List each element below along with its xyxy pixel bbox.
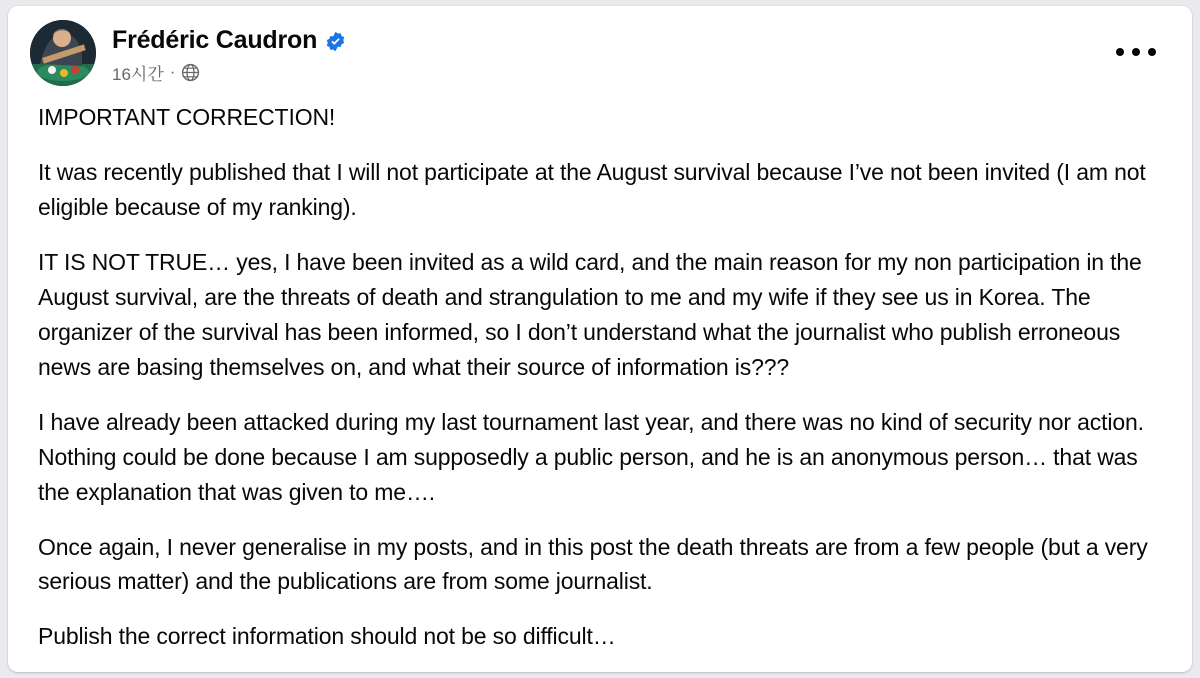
post-card [8, 6, 1192, 672]
dot-icon [1148, 48, 1156, 56]
post-options-button[interactable] [1116, 42, 1156, 62]
post-meta-row [112, 60, 346, 85]
post-timestamp[interactable]: 16시간 [112, 64, 164, 84]
post-paragraph: I have already been attacked during my last tournament last year, and there was no kind of security nor action. Nothing could be done because I am supposedly a public person, and he is an anonymous person… that was the explanation that was given to me…. [38, 408, 1144, 505]
post-body [8, 86, 1192, 654]
globe-icon[interactable] [181, 63, 200, 82]
post-paragraph: Publish the correct information should not be so difficult… [38, 623, 616, 650]
post-header [8, 6, 1192, 86]
verified-badge-icon [325, 31, 346, 52]
meta-separator: · [169, 62, 176, 82]
post-author-block [112, 20, 346, 85]
avatar[interactable] [30, 20, 96, 86]
post-paragraph: IT IS NOT TRUE… yes, I have been invited as a wild card, and the main reason for my non participation in the August survival, are the threats of death and strangulation to me and my wife if they see us in Korea. The organizer of the survival has been informed, so I don’t understand what the journalist who publish erroneous news are basing themselves on, and what their source of information is??? [38, 248, 1142, 380]
post-paragraph: IMPORTANT CORRECTION! [38, 104, 336, 130]
author-name-row [112, 26, 346, 55]
dot-icon [1116, 48, 1124, 56]
post-paragraph: It was recently published that I will not participate at the August survival because I’ve not been invited (I am not eligible because of my ranking). [38, 158, 1146, 220]
dot-icon [1132, 48, 1140, 56]
avatar-image [30, 20, 96, 86]
author-name[interactable]: Frédéric Caudron [112, 26, 318, 54]
post-paragraph: Once again, I never generalise in my posts, and in this post the death threats are from a few people (but a very serious matter) and the publications are from some journalist. [38, 533, 1148, 595]
